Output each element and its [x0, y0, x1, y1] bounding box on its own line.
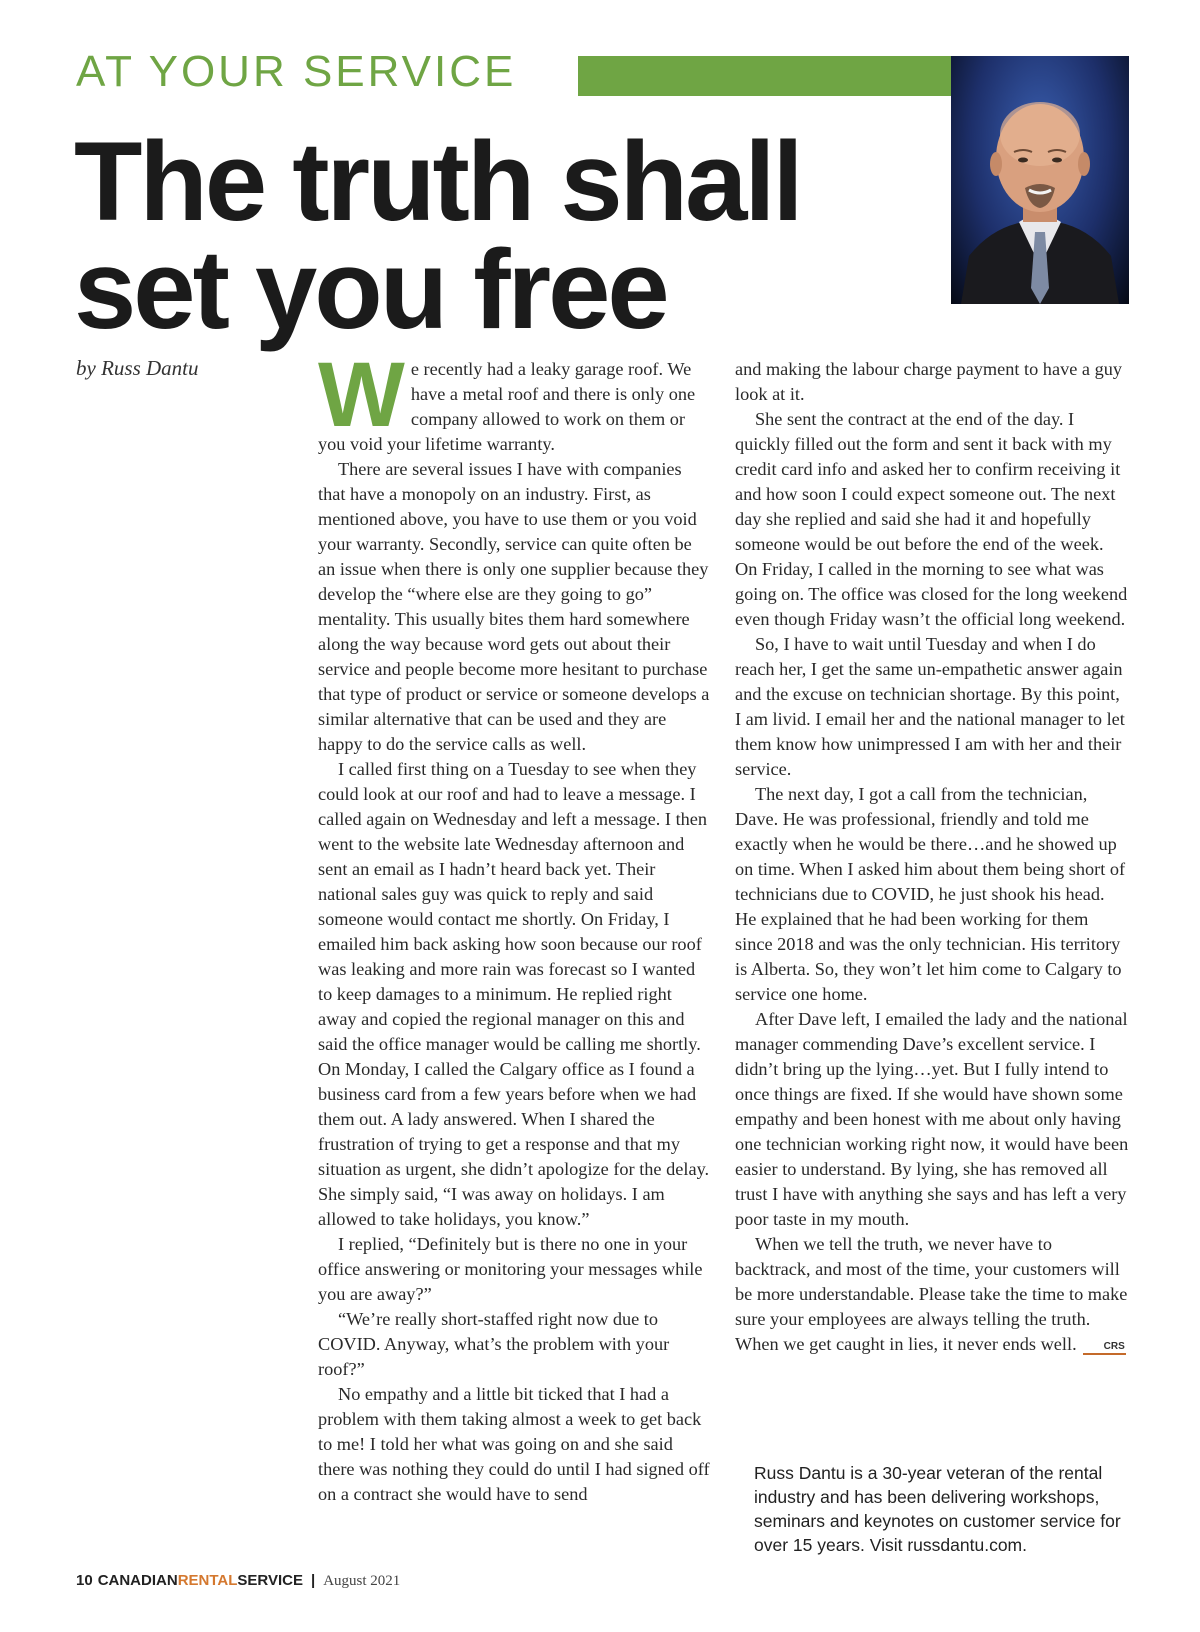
- footer-separator: |: [311, 1572, 316, 1589]
- section-label: AT YOUR SERVICE: [76, 47, 517, 96]
- paragraph: and making the labour charge payment to have a guy look at it.: [735, 359, 1122, 404]
- paragraph: She sent the contract at the end of the day. I quickly filled out the form and sent it back with my credit card info and asked her to confirm receiving it and how soon I could expect someone out. The next day she replied and said she had it and hopefully someone would be out before the end of the week. On Friday, I called in the morning to see what was going on. The office was closed for the long weekend even though Friday wasn’t the official long weekend.: [735, 409, 1128, 629]
- paragraph: “We’re really short-staffed right now due to COVID. Anyway, what’s the problem with your roof?”: [318, 1309, 670, 1379]
- paragraph-final-text: When we tell the truth, we never have to backtrack, and most of the time, your customers will be more understandable. Please take the time to make sure your employees are always telling the truth. When we get caught in lies, it never ends well.: [735, 1234, 1128, 1354]
- publication-name-part2: RENTAL: [177, 1572, 238, 1589]
- paragraph-final: [735, 1232, 1130, 1357]
- issue-date: August 2021: [323, 1573, 401, 1589]
- headline-line-1: The truth shall: [74, 119, 801, 244]
- dropcap: W: [318, 344, 405, 446]
- publication-name-part1: CANADIAN: [97, 1572, 178, 1589]
- publication-name-part3: SERVICE: [237, 1572, 303, 1589]
- article-column-1: [318, 344, 710, 1507]
- page-footer: [76, 1572, 400, 1590]
- byline: by Russ Dantu: [76, 356, 199, 380]
- headline: [74, 119, 974, 352]
- paragraph: The next day, I got a call from the technician, Dave. He was professional, friendly and told me exactly when he would be there…and he showed up on time. When I asked him about them being short of technicians due to COVID, he just shook his head. He explained that he had been working for them since 2018 and was the only technician. His territory is Alberta. So, they won’t let him come to Calgary to service one home.: [735, 784, 1126, 1004]
- page-number: 10: [76, 1572, 93, 1589]
- end-mark: CRS: [1083, 1341, 1126, 1355]
- author-bio: Russ Dantu is a 30-year veteran of the rental industry and has been delivering workshops, seminars and keynotes on customer service for over 15 years. Visit russdantu.com.: [754, 1463, 1121, 1555]
- paragraph: I called first thing on a Tuesday to see when they could look at our roof and had to leave a message. I called again on Wednesday and left a message. I then went to the website late Wednesday afternoon and sent an email as I hadn’t heard back yet. Their national sales guy was quick to reply and said someone would contact me shortly. On Friday, I emailed him back asking how soon because our roof was leaking and more rain was forecast so I wanted to keep damages to a minimum. He replied right away and copied the regional manager on this and said the office manager would be calling me shortly. On Monday, I called the Calgary office as I found a business card from a few years before when we had them out. A lady answered. When I shared the frustration of trying to get a response and that my situation as urgent, she didn’t apologize for the delay. She simply said, “I was away on holidays. I am allowed to take holidays, you know.”: [318, 759, 710, 1229]
- paragraph: I replied, “Definitely but is there no one in your office answering or monitoring your messages while you are away?”: [318, 1234, 703, 1304]
- paragraph: There are several issues I have with companies that have a monopoly on an industry. First, as mentioned above, you have to use them or you void your warranty. Secondly, service can quite often be an issue when there is only one supplier because they develop the “where else are they going to go” mentality. This usually bites them hard somewhere along the way because word gets out about their service and people become more hesitant to purchase that type of product or service or someone develops a similar alternative that can be used and they are happy to do the service calls as well.: [318, 459, 710, 754]
- author-portrait-svg: [951, 56, 1129, 304]
- paragraph: e recently had a leaky garage roof. We have a metal roof and there is only one company allowed to work on them or you void your lifetime warranty.: [318, 359, 696, 454]
- paragraph: After Dave left, I emailed the lady and the national manager commending Dave’s excellent service. I didn’t bring up the lying…yet. But I fully intend to once things are fixed. If she would have shown some empathy and been honest with me about only having one technician working right now, it would have been easier to understand. By lying, she has removed all trust I have with anything she says and has left a very poor taste in my mouth.: [735, 1009, 1129, 1229]
- paragraph: So, I have to wait until Tuesday and when I do reach her, I get the same un-empathetic answer again and the excuse on technician shortage. By this point, I am livid. I email her and the national manager to let them know how unimpressed I am with her and their service.: [735, 634, 1125, 779]
- paragraph: No empathy and a little bit ticked that I had a problem with them taking almost a week to get back to me! I told her what was going on and she said there was nothing they could do until I had signed off on a contract she would have to send: [318, 1384, 710, 1504]
- section-bar: [578, 56, 952, 96]
- headline-line-2: set you free: [74, 227, 667, 352]
- article-column-2: [735, 357, 1130, 1357]
- author-portrait-icon: [951, 56, 1129, 304]
